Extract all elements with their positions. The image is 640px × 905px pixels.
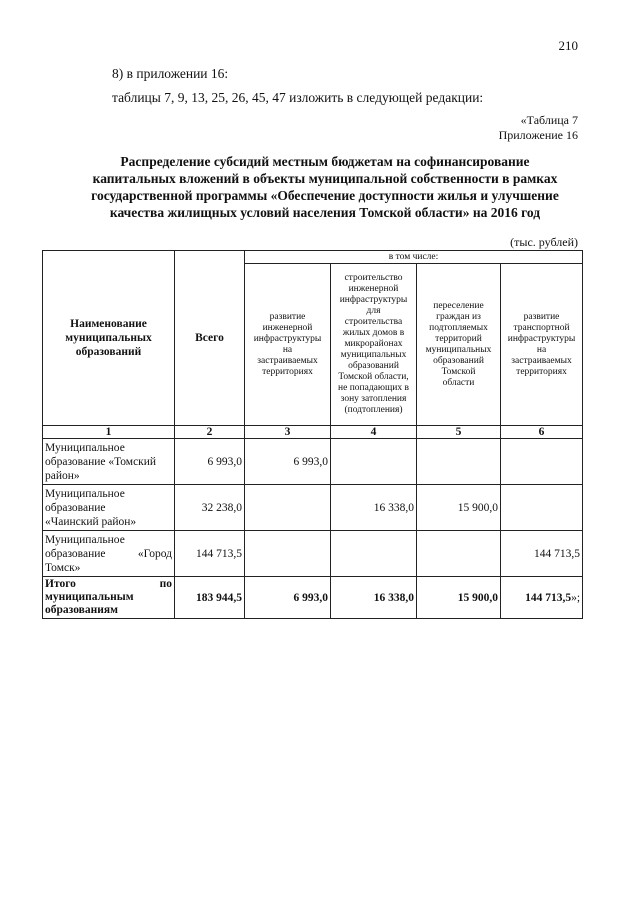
total-col4: 16 338,0 bbox=[331, 577, 417, 619]
instruction-line: таблицы 7, 9, 13, 25, 26, 45, 47 изложить в следующей редакции: bbox=[112, 90, 484, 105]
title-line-3: государственной программы «Обеспечение доступности жилья и улучшение bbox=[91, 188, 559, 203]
header-total: Всего bbox=[175, 251, 245, 426]
value-col4 bbox=[331, 439, 417, 485]
value-col5 bbox=[417, 531, 501, 577]
municipality-name: Муниципальное образование «Чаинский район» bbox=[43, 485, 175, 531]
units-note: (тыс. рублей) bbox=[510, 235, 578, 249]
value-col4: 16 338,0 bbox=[331, 485, 417, 531]
table-row bbox=[43, 439, 583, 485]
table-row bbox=[43, 485, 583, 531]
table-label: «Таблица 7 bbox=[520, 113, 578, 127]
header-col3: развитие инженерной инфраструктуры на застраиваемых территориях bbox=[245, 264, 331, 426]
page-number: 210 bbox=[558, 38, 578, 53]
title-line-1: Распределение субсидий местным бюджетам на софинансирование bbox=[120, 154, 530, 169]
header-including: в том числе: bbox=[245, 251, 583, 264]
value-col3 bbox=[245, 485, 331, 531]
value-total: 144 713,5 bbox=[175, 531, 245, 577]
value-col4 bbox=[331, 531, 417, 577]
title-line-2: капитальных вложений в объекты муниципальной собственности в рамках bbox=[92, 171, 558, 186]
appendix-label: Приложение 16 bbox=[498, 128, 578, 142]
total-row bbox=[43, 577, 583, 619]
total-value: 183 944,5 bbox=[175, 577, 245, 619]
header-col6: развитие транспортной инфраструктуры на застраиваемых территориях bbox=[501, 264, 583, 426]
document-title bbox=[60, 153, 590, 221]
value-col5: 15 900,0 bbox=[417, 485, 501, 531]
intro-line: 8) в приложении 16: bbox=[112, 66, 229, 81]
value-col3 bbox=[245, 531, 331, 577]
header-name: Наименование муниципальных образований bbox=[43, 251, 175, 426]
total-col5: 15 900,0 bbox=[417, 577, 501, 619]
header-col5: переселение граждан из подтопляемых территорий муниципальных образований Томской области bbox=[417, 264, 501, 426]
municipality-name: Муниципальное образование «Город Томск» bbox=[43, 531, 175, 577]
subsidy-table bbox=[42, 250, 583, 619]
total-col3: 6 993,0 bbox=[245, 577, 331, 619]
total-col6: 144 713,5»; bbox=[501, 577, 583, 619]
value-total: 32 238,0 bbox=[175, 485, 245, 531]
column-number: 3 bbox=[245, 426, 331, 439]
value-col3: 6 993,0 bbox=[245, 439, 331, 485]
title-line-4: качества жилищных условий населения Томской области» на 2016 год bbox=[109, 205, 541, 220]
value-col6 bbox=[501, 439, 583, 485]
value-total: 6 993,0 bbox=[175, 439, 245, 485]
column-number-row bbox=[43, 426, 583, 439]
table-row bbox=[43, 531, 583, 577]
column-number: 4 bbox=[331, 426, 417, 439]
column-number: 6 bbox=[501, 426, 583, 439]
column-number: 1 bbox=[43, 426, 175, 439]
value-col6 bbox=[501, 485, 583, 531]
municipality-name: Муниципальное образование «Томский район» bbox=[43, 439, 175, 485]
value-col5 bbox=[417, 439, 501, 485]
value-col6: 144 713,5 bbox=[501, 531, 583, 577]
column-number: 5 bbox=[417, 426, 501, 439]
header-col4: строительство инженерной инфраструктуры для строительства жилых домов в микрорайонах муниципальных образований Томской области, не попадающих в зону затопления (подтопления) bbox=[331, 264, 417, 426]
column-number: 2 bbox=[175, 426, 245, 439]
total-label: Итого по муниципальным образованиям bbox=[43, 577, 175, 619]
table-reference bbox=[499, 113, 578, 143]
